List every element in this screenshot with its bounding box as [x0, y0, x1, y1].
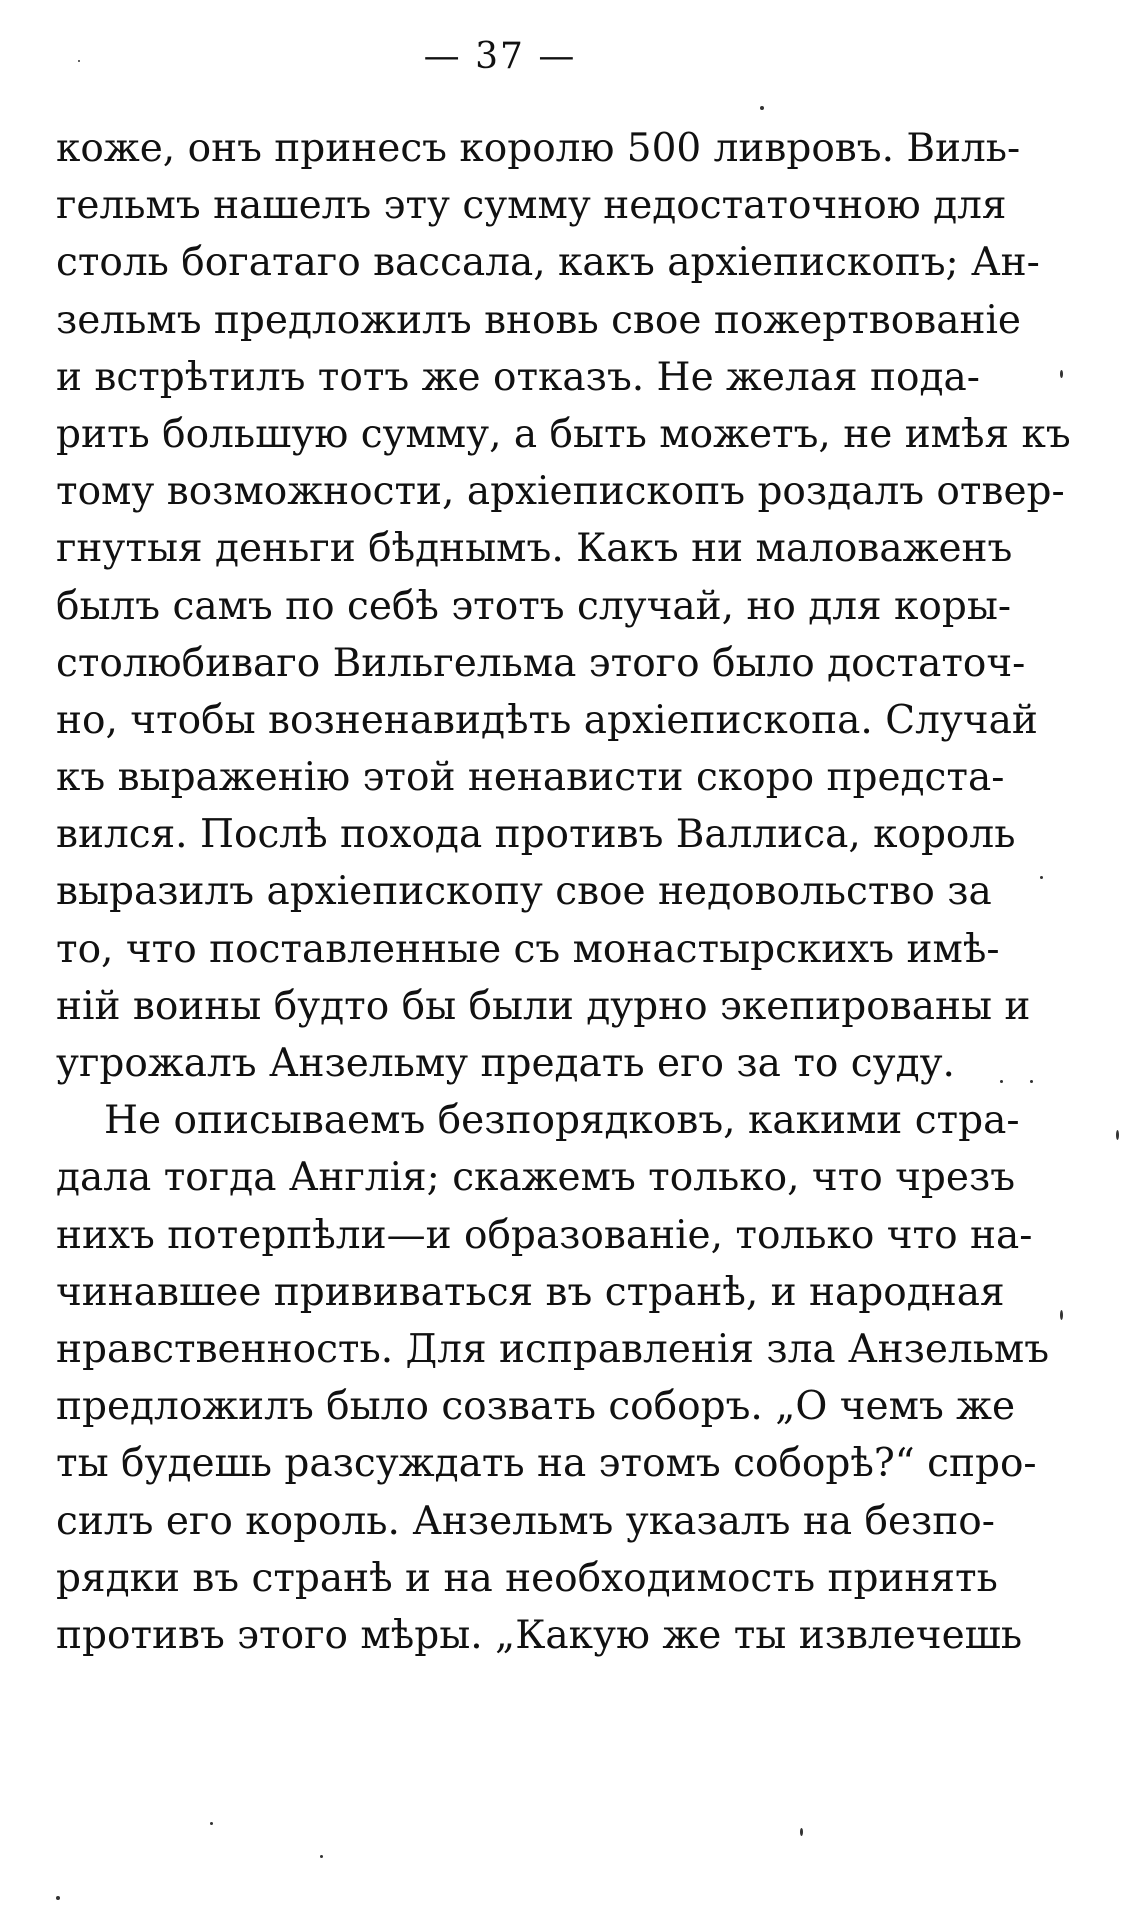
text-line: рить большую сумму, а быть можетъ, не имѣя къ — [56, 411, 1071, 457]
paper-speck — [210, 1822, 213, 1825]
text-line: столь богатаго вассала, какъ архіепископъ; Ан- — [56, 240, 1040, 286]
text-line: противъ этого мѣры. „Какую же ты извлечешь — [56, 1612, 1023, 1658]
text-line: Не описываемъ безпорядковъ, какими стра- — [104, 1098, 1020, 1144]
body-text — [56, 120, 1071, 1664]
text-line: предложилъ было созвать соборъ. „О чемъ же — [56, 1384, 1016, 1430]
text-line: вился. Послѣ похода противъ Валлиса, король — [56, 812, 1016, 858]
text-line: и встрѣтилъ тотъ же отказъ. Не желая пода- — [56, 354, 980, 400]
text-line: угрожалъ Анзельму предать его за то суду. — [56, 1041, 955, 1086]
paper-speck — [760, 106, 764, 110]
text-line: нравственность. Для исправленія зла Анзельмъ — [56, 1326, 1050, 1372]
paper-speck — [1116, 1130, 1119, 1140]
text-line: выразилъ архіепископу свое недовольство за — [56, 869, 992, 915]
text-line: гнутыя деньги бѣднымъ. Какъ ни маловаженъ — [56, 526, 1013, 572]
paper-speck — [1060, 1310, 1063, 1320]
text-line: зельмъ предложилъ вновь свое пожертвованіе — [56, 297, 1022, 343]
text-line: ній воины будто бы были дурно экепированы и — [56, 983, 1031, 1029]
paper-speck — [56, 1896, 60, 1900]
paper-speck — [1000, 1080, 1003, 1083]
text-line: тому возможности, архіепископъ роздалъ отвер- — [56, 469, 1065, 515]
paper-speck — [1040, 876, 1043, 879]
text-line: гельмъ нашелъ эту сумму недостаточною для — [56, 183, 1007, 229]
text-line: былъ самъ по себѣ этотъ случай, но для коры- — [56, 583, 1012, 629]
text-line: но, чтобы возненавидѣть архіепископа. Случай — [56, 697, 1038, 743]
paper-speck — [1060, 370, 1063, 378]
paper-speck — [800, 1828, 803, 1836]
text-line: то, что поставленные съ монастырскихъ имѣ- — [56, 926, 1000, 972]
text-line: рядки въ странѣ и на необходимость принять — [56, 1555, 998, 1601]
text-line: силъ его король. Анзельмъ указалъ на безпо- — [56, 1498, 995, 1544]
page-number: — 37 — — [423, 36, 577, 77]
paper-speck — [320, 1855, 323, 1858]
text-line: дала тогда Англія; скажемъ только, что чрезъ — [56, 1155, 1016, 1201]
paper-speck — [78, 60, 80, 62]
paper-speck — [1030, 1080, 1033, 1083]
text-line: коже, онъ принесъ королю 500 ливровъ. Виль- — [56, 126, 1021, 171]
text-line: къ выраженію этой ненависти скоро предста- — [56, 755, 1005, 801]
text-line: ты будешь разсуждать на этомъ соборѣ?“ спро- — [56, 1441, 1037, 1487]
text-line: столюбиваго Вильгельма этого было достаточ- — [56, 640, 1026, 686]
text-line: нихъ потерпѣли—и образованіе, только что на- — [56, 1212, 1033, 1258]
text-line: чинавшее прививаться въ странѣ, и народная — [56, 1269, 1005, 1315]
